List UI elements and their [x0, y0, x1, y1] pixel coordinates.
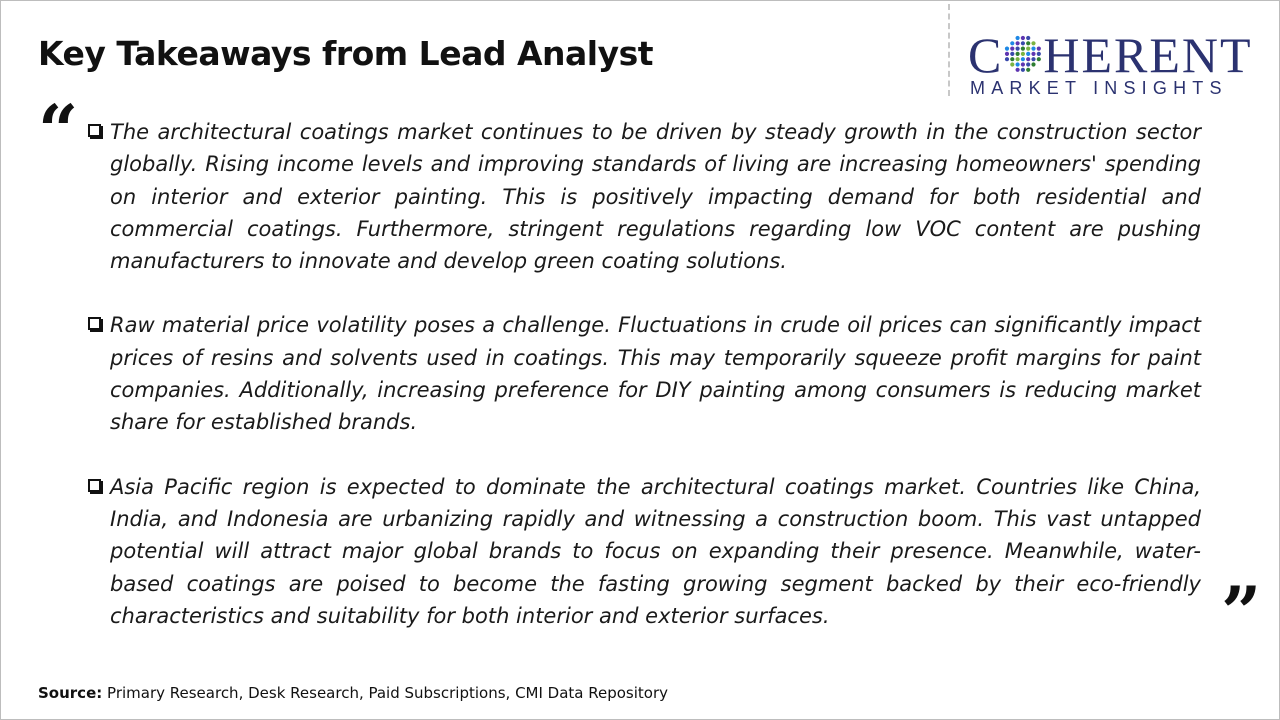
logo-globe-dot	[1021, 62, 1025, 66]
logo-globe-dot	[1005, 47, 1009, 51]
logo-globe-dot	[1021, 36, 1025, 40]
logo-globe-dot	[1021, 41, 1025, 45]
logo-globe-dot	[1037, 57, 1041, 61]
checkbox-bullet-icon	[88, 317, 101, 330]
logo-globe-dot	[1032, 62, 1036, 66]
logo-globe-dot	[1026, 62, 1030, 66]
logo-wordmark: C HERENT	[968, 27, 1253, 83]
header-divider	[948, 4, 950, 96]
brand-logo	[968, 27, 1260, 100]
takeaway-item	[86, 116, 1201, 277]
logo-globe-dot	[1032, 41, 1036, 45]
logo-globe-dot	[1016, 41, 1020, 45]
logo-globe-icon	[1003, 32, 1043, 72]
logo-globe-dot	[1011, 57, 1015, 61]
takeaway-text: The architectural coatings market continues to be driven by steady growth in the construction sector globally. Rising income levels and improving standards of living are increasing homeowners' spending on interior and exterior painting. This is positively impacting demand for both residential and commercial coatings. Furthermore, stringent regulations regarding low VOC content are pushing manufacturers to innovate and develop green coating solutions.	[110, 120, 1201, 274]
takeaway-text: Raw material price volatility poses a challenge. Fluctuations in crude oil prices can significantly impact prices of resins and solvents used in coatings. This may temporarily squeeze profit margins for paint companies. Additionally, increasing preference for DIY painting among consumers is reducing market share for established brands.	[110, 313, 1201, 435]
source-label: Source:	[38, 684, 103, 702]
source-text: Primary Research, Desk Research, Paid Subscriptions, CMI Data Repository	[107, 684, 669, 702]
logo-globe-dot	[1011, 52, 1015, 56]
logo-globe-dot	[1021, 68, 1025, 72]
logo-globe-dot	[1026, 57, 1030, 61]
logo-globe-dot	[1011, 41, 1015, 45]
logo-globe-dot	[1016, 47, 1020, 51]
close-quote-icon: ”	[1221, 571, 1262, 654]
logo-globe-dot	[1005, 52, 1009, 56]
logo-globe-dot	[1026, 36, 1030, 40]
logo-globe-dot	[1026, 47, 1030, 51]
logo-globe-dot	[1021, 47, 1025, 51]
logo-globe-dot	[1011, 47, 1015, 51]
logo-globe-dot	[1026, 52, 1030, 56]
logo-globe-dot	[1026, 68, 1030, 72]
checkbox-bullet-icon	[88, 124, 101, 137]
logo-globe-dot	[1016, 62, 1020, 66]
source-note	[38, 684, 668, 702]
logo-globe-dot	[1032, 57, 1036, 61]
logo-globe-dot	[1016, 36, 1020, 40]
takeaway-list	[86, 116, 1201, 664]
logo-globe-dot	[1011, 62, 1015, 66]
logo-globe-dot	[1016, 57, 1020, 61]
open-quote-icon: “	[38, 89, 79, 172]
logo-tagline: MARKET INSIGHTS	[970, 78, 1228, 98]
takeaway-item	[86, 309, 1201, 438]
logo-globe-dot	[1016, 52, 1020, 56]
page-title: Key Takeaways from Lead Analyst	[38, 34, 653, 73]
logo-globe-dot	[1005, 57, 1009, 61]
logo-globe-dot	[1021, 52, 1025, 56]
logo-globe-dot	[1037, 52, 1041, 56]
takeaway-item	[86, 471, 1201, 632]
logo-globe-dot	[1016, 68, 1020, 72]
takeaway-text: Asia Pacific region is expected to dominate the architectural coatings market. Countries like China, India, and Indonesia are urbanizing rapidly and witnessing a construction boom. This vast untapped potential will attract major global brands to focus on expanding their presence. Meanwhile, water-based coatings are poised to become the fasting growing segment backed by their eco-friendly characteristics and suitability for both interior and exterior surfaces.	[110, 474, 1201, 628]
logo-globe-dot	[1026, 41, 1030, 45]
checkbox-bullet-icon	[88, 479, 101, 492]
logo-globe-dot	[1021, 57, 1025, 61]
logo-globe-dot	[1032, 47, 1036, 51]
logo-globe-dot	[1032, 52, 1036, 56]
logo-globe-dot	[1037, 47, 1041, 51]
